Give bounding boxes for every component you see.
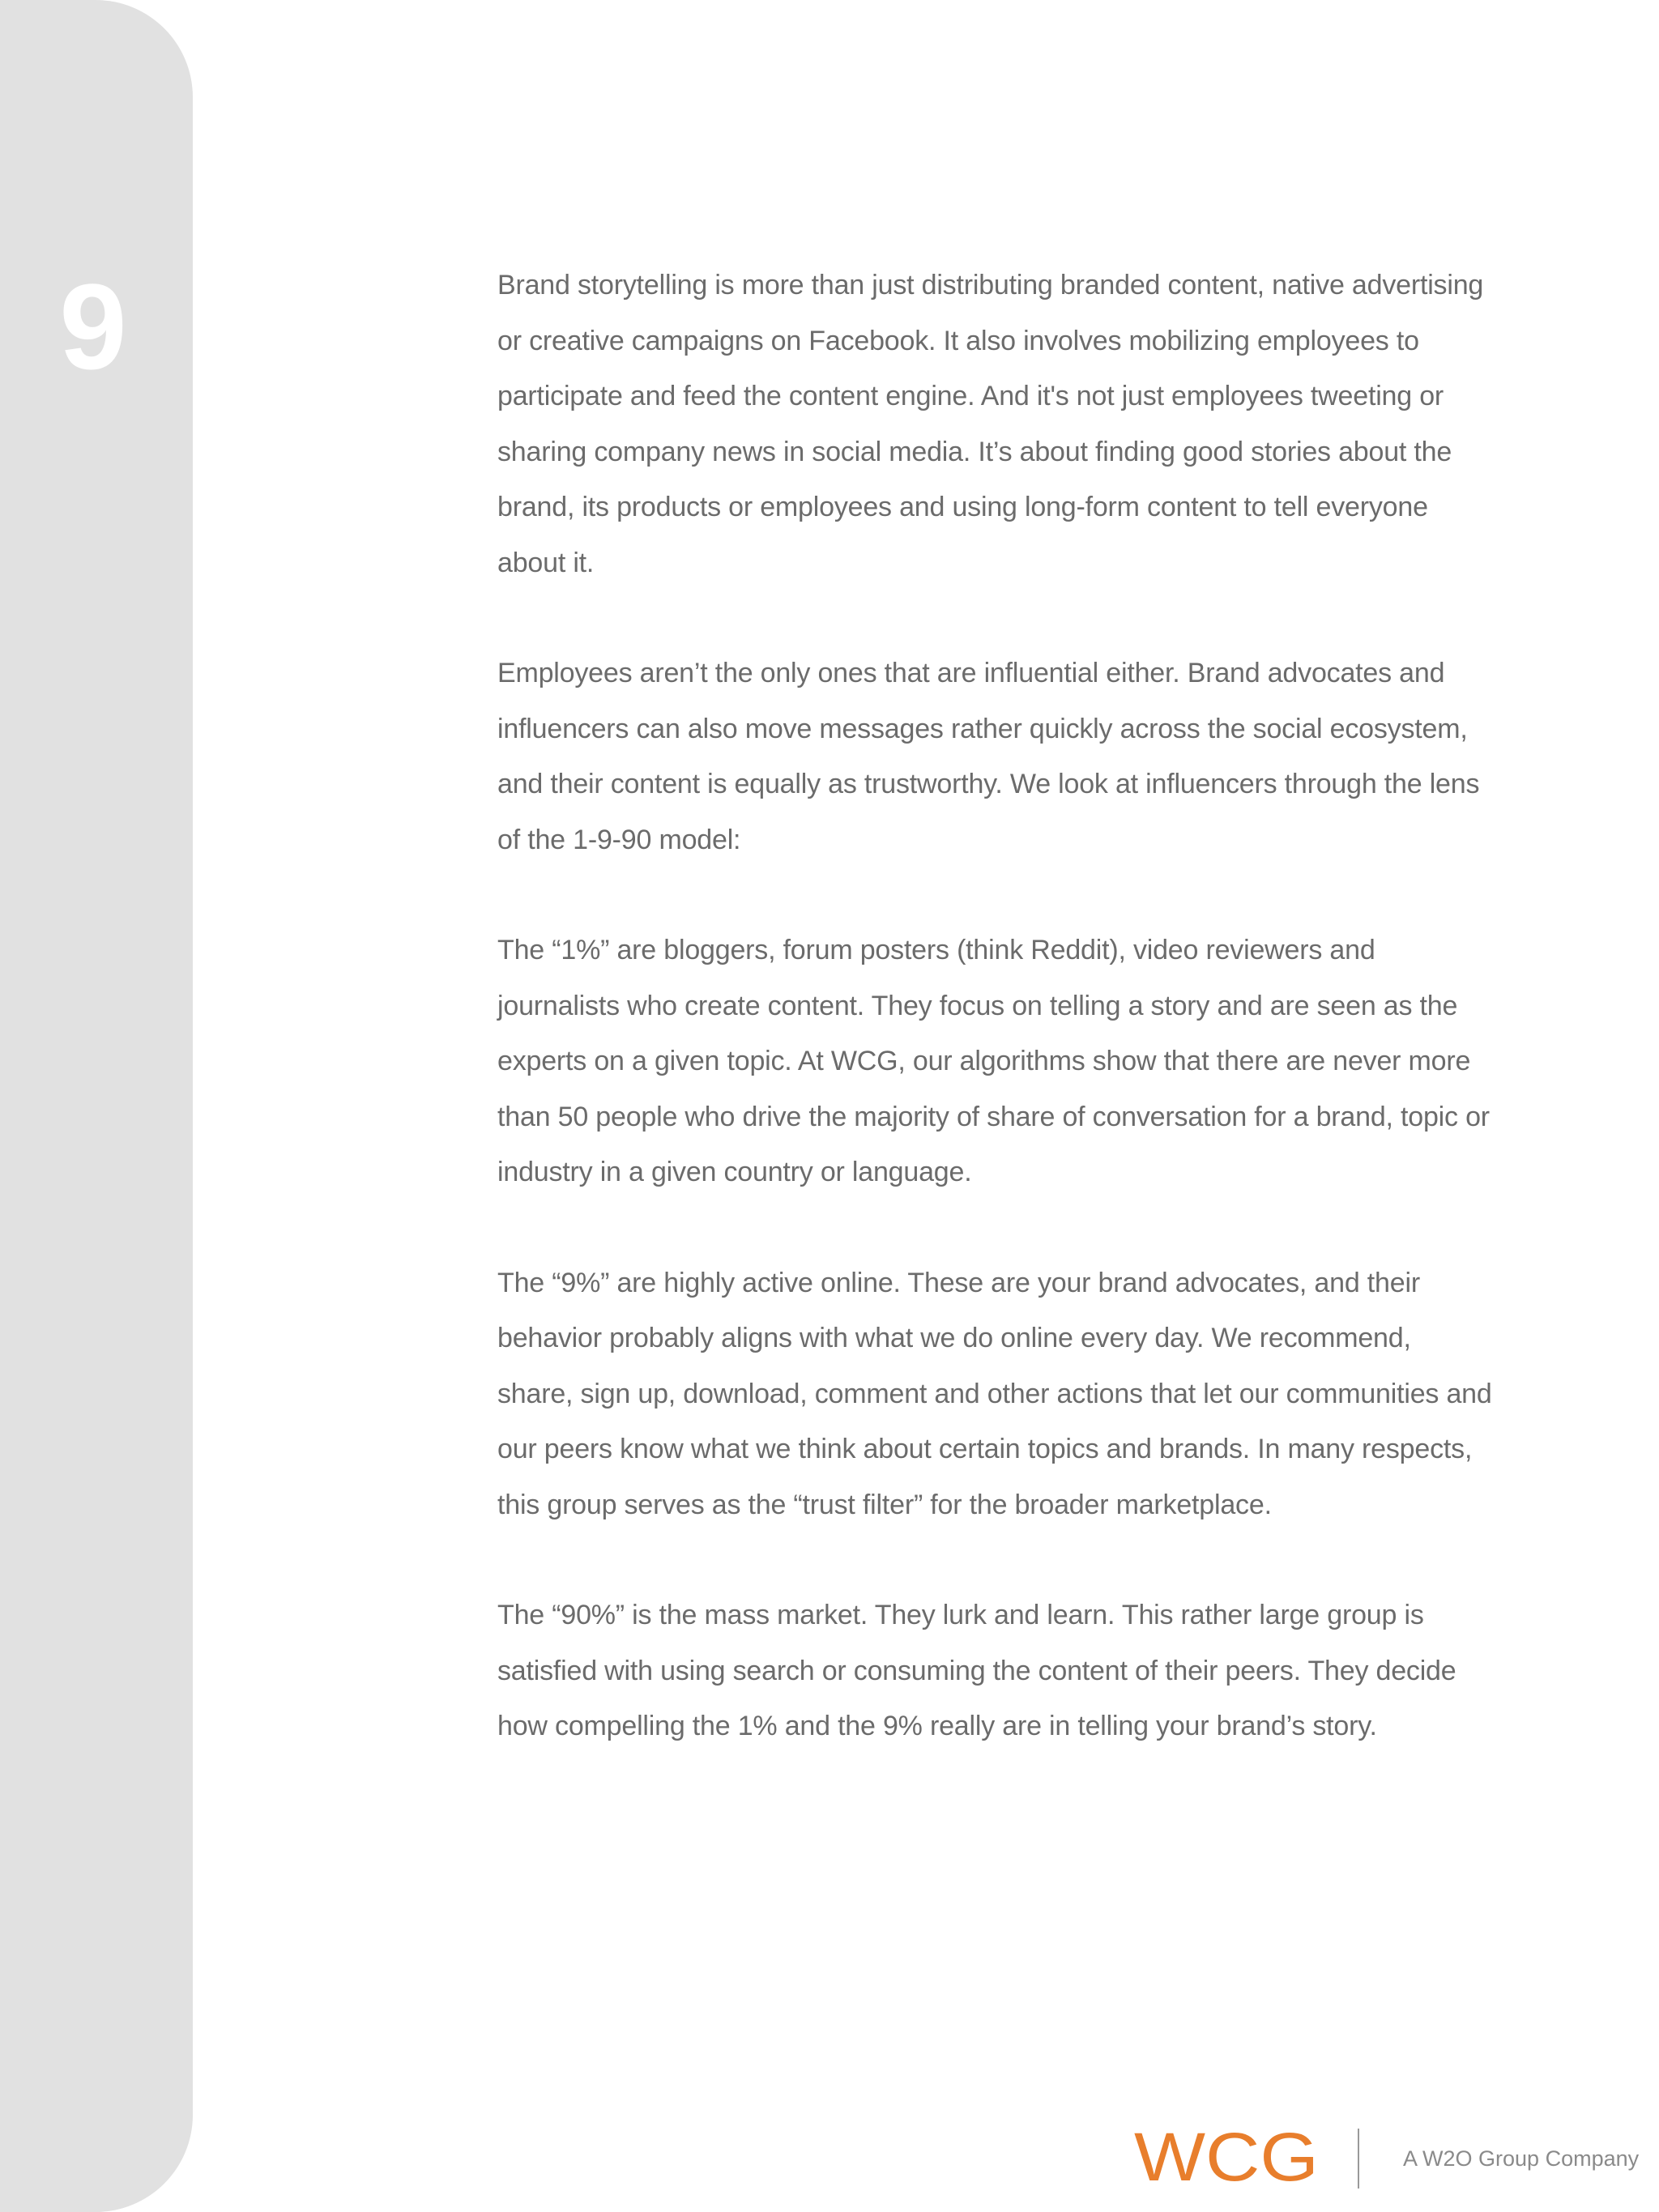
page-number: 9 (59, 258, 127, 394)
paragraph-ninety-percent: The “90%” is the mass market. They lurk and learn. This rather large group is satisfied with using search or consuming the content of their peers. They decide how compelling the 1% and the 9% really are in telling your brand’s story. (497, 1600, 1456, 1741)
footer-divider (1358, 2129, 1359, 2189)
wcg-logo-text: WCG (1134, 2124, 1319, 2190)
paragraph-nine-percent: The “9%” are highly active online. These are your brand advocates, and their behavior probably aligns with what we do online every day. We recommend, share, sign up, download, comment and other actions that let our communities and our peers know what we think about certain topics and brands. In many respects, this group serves as the “trust filter” for the broader marketplace. (497, 1267, 1492, 1520)
footer-tagline: A W2O Group Company (1403, 2146, 1640, 2171)
body-text (497, 258, 1494, 1809)
wcg-logo (1134, 2124, 1320, 2190)
paragraph-one-percent: The “1%” are bloggers, forum posters (think Reddit), video reviewers and journalists who create content. They focus on telling a story and are seen as the experts on a given topic. At WCG, our algorithms show that there are never more than 50 people who drive the majority of share of conversation for a brand, topic or industry in a given country or language. (497, 935, 1490, 1187)
paragraph-employees-influential: Employees aren’t the only ones that are influential either. Brand advocates and influencers can also move messages rather quickly across the social ecosystem, and their content is equally as trustworthy. We look at influencers through the lens of the 1-9-90 model: (497, 658, 1480, 855)
paragraph-brand-storytelling: Brand storytelling is more than just distributing branded content, native advertising or creative campaigns on Facebook. It also involves mobilizing employees to participate and feed the content engine. And it's not just employees tweeting or sharing company news in social media. It’s about finding good stories about the brand, its products or employees and using long-form content to tell everyone about it. (497, 270, 1484, 578)
footer (1134, 2124, 1640, 2190)
